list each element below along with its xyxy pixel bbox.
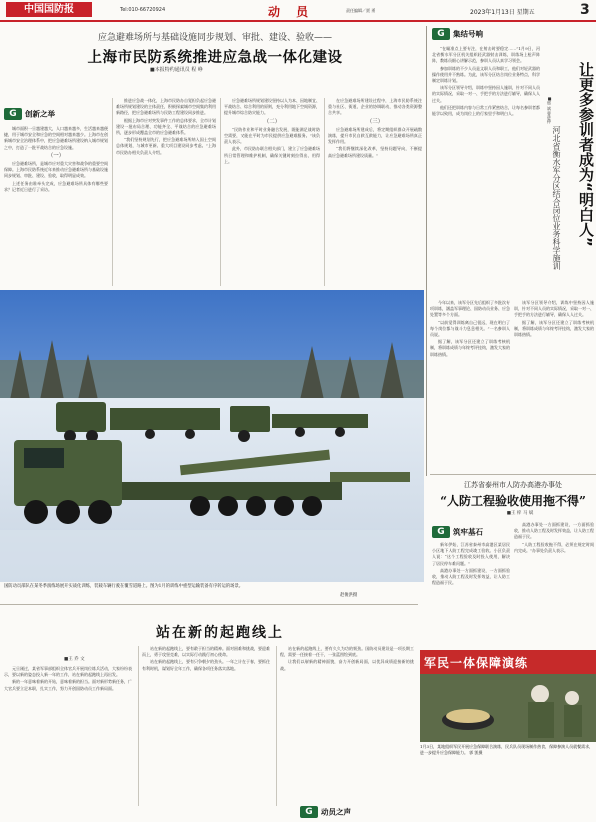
side-column-1: “在瞄准点上要专注，在射击时要稳定……”1月9日，河北省衡水军分区机关组织轻武器射击训练，训练场上枪声阵阵，教练员细心讲解示范，参训人员认真学习领会。 参加训练的不少人员是文职人员和职工，他们对轻武器的操作使用并不熟练。为此，该军分区结合岗位业务特点，科学制定训练计划。 该军分区领导介绍，训练中坚持因人施训，针对不同人员的实际情况，采取一对一、手把手的方法进行辅导，确保人人过关。 他们还把训练内容与日常工作紧密结合，让每名参训者都能学以致用，成为岗位上的行家里手和明白人。 — [432, 46, 540, 117]
lead-column-1: 城市面积一旦越建越大，人口越来越多，生活越来越便捷，用于城市安全和应急的空间相对越来越少。上海市在创新城市安全治理体系中，把应急避难场所建设纳入城市规划之中，打造了一批平战结合的应急设施。 （一） 应急避难场所，是城市应对重大灾害和战争的重要空间保障。上海市民防系统近年来推动应急避难场所与基础设施同步规划、审批、建设、验收，取得明显成效。 上述任务由谁牵头完成，应急避难场所具体有哪些要求？记者近日进行了采访。 — [4, 126, 108, 192]
small-photo — [420, 650, 596, 742]
page-number: 3 — [580, 2, 590, 18]
side-column-3: 该军分区领导介绍，训练中坚持因人施训，针对不同人员的实际情况，采取一对一、手把手的方法进行辅导，确保人人过关。 据了解，该军分区还建立了训练考核机制，将训练成绩与年终考评挂钩，激发大家的训练热情。 — [514, 300, 594, 338]
phone-number: Tel:010-66720924 — [120, 7, 166, 13]
side-kicker: 河北省衡水军分区结合岗位业务科学施训 — [552, 126, 561, 270]
side-byline: ■邢 斌 曹进仲 — [547, 96, 552, 124]
lead-column-2: 推进应急战一体化，上海市民防办自觉担负起应急避难场所规划建设的主体责任，积极探索城市空间集约利用新路径，把应急避难场所与民防工程建设同步推进。 根据上海市应对突发事件工作的总体要求，全市计划建设一批布局合理、功能齐全、平战结合的应急避难场所，逐步形成覆盖全市的应急避难体系。 “我们坚持规划先行，把应急避难场所纳入国土空间总体规划，与城市更新、重大项目建设同步考虑。”上海市民防办相关负责人介绍。 — [116, 98, 216, 155]
photo-banner-text: 军民一体保障演练 — [424, 656, 529, 670]
newspaper-logo: 中国国防报 — [6, 2, 92, 17]
side-headline: 让更多参训者成为“明白人” — [577, 62, 595, 247]
small-photo-caption: 1月3日，某地组织军民开展应急保障联合演练，民兵队员现场制作热食，保障参演人员就餐需求，进一步提升应急保障能力。 郭 凯摄 — [420, 744, 594, 755]
section-name: 动 员 — [268, 5, 315, 19]
section-number: （三） — [366, 118, 384, 125]
lead-kicker: 应急避难场所与基础设施同步规划、审批、建设、验收—— — [97, 33, 332, 43]
feature-kicker: 江苏省泰州市人防办高港办事处 — [464, 481, 562, 489]
side-tag: G 集结号响 — [432, 28, 483, 42]
lead-byline: ■本报特约通讯员 程 峥 — [150, 67, 203, 73]
feature-headline: “人防工程验收使用拖不得” — [440, 494, 586, 508]
lead-column-4: 在应急避难场所建设过程中，上海市民防系统注重与社区、街道、企业的协调联动，推动各类资源整合共享。 （三） 应急避难场所建成后，将定期组织群众开展疏散演练，提升市民自救互救能力，让应急避难场所真正发挥作用。 “我们将继续深化改革，坚持问题导向，不断提高应急避难场所建设质量。” — [328, 98, 422, 158]
feature-byline: ■王 梓 马 斌 — [506, 511, 534, 516]
bottom-column-3: 站在新的起跑线上，要有久久为功的韧劲。国防动员建设是一项长期工程，需要一任接着一任干，一张蓝图绘到底。 让我们以崭新的精神面貌，奋力开创新局面，以优异成绩迎接新的挑战。 — [280, 646, 414, 671]
bottom-byline: ■王 乔 文 — [64, 657, 85, 662]
photo-caption: 国防动员部队在某冬季演练场展开实战化训练，装载车辆行驶在覆雪道路上。图为1月的训练中重型运输装备有序转运的场景。 — [4, 584, 244, 589]
lead-column-3: 应急避难场所规划建设坚持以人为本、因地制宜、平战结合、综合利用的原则，充分利用地下空间资源，提升城市综合防灾能力。 （二） “民防作业和平时业务融合发展，既能满足战时防空需要，又能在平时为市民提供应急避难服务。”该负责人表示。 此外，市民防办联合相关部门，建立了应急避难场所日常管理和维护机制，确保关键时刻拉得出、用得上。 — [224, 98, 320, 164]
section-number: （二） — [263, 118, 281, 125]
masthead-rule — [0, 20, 596, 22]
small-photo-credit: 郭 凯摄 — [469, 749, 483, 755]
truck-convoy-illustration — [0, 290, 424, 582]
photo-credit: 赵俊洪摄 — [340, 593, 358, 598]
tag-g-icon: G — [432, 526, 450, 538]
lead-headline: 上海市民防系统推进应急战一体化建设 — [87, 50, 343, 66]
main-photo — [0, 290, 424, 582]
bottom-column-1: 元旦刚过，某省军事部组织全体官兵开展岗位练兵活动，大家纷纷表示，要以新的姿态投入新一年的工作，站在新的起跑线上再出发。 新的一年意味着新的开始，意味着新的担当。面对新形势新任务，广大官兵要立足本职，扎实工作，努力开创国防动员工作新局面。 — [4, 666, 132, 691]
feature-tag: G 筑牢基石 — [432, 526, 483, 540]
bottom-column-2: 站在新的起跑线上，要有敢于担当的精神。面对困难和挑战，要迎难而上，勇于攻坚克难，以实际行动践行初心使命。 站在新的起跑线上，要有只争朝夕的劲头。一年之计在于春，要抓住有利时机，谋划好全年工作，确保各项任务落实落地。 — [142, 646, 270, 671]
tag-g-icon: G — [4, 108, 22, 120]
feature-column-1: 新年伊始，江苏省泰州市高港区某居民小区地下人防工程完成竣工验收。小区负责人说：“这个工程验收及时投入使用，解决了居民停车难问题。” 高港办事处一方面抓建设，一方面抓验收，推动人防工程及时发挥效益，让人防工程造福于民。 — [432, 542, 510, 586]
editor-credit: 责任编辑／贾 勇 — [346, 8, 376, 13]
bottom-headline: 站在新的起跑线上 — [156, 625, 284, 641]
side-column-2: 今年以来，该军分区先后组织了多批次专项训练，涵盖军事理论、国防动员业务、应急处置等多个方面。 “以前觉得训练离自己很远，现在明白了每个岗位都与战斗力息息相关。”一名参训人员说。 据了解，该军分区还建立了训练考核机制，将训练成绩与年终考评挂钩，激发大家的训练热情。 — [430, 300, 510, 357]
issue-date: 2023年1月13日 星期五 — [470, 9, 535, 16]
bottom-tag: G 动员之声 — [300, 806, 351, 820]
tag-g-icon: G — [432, 28, 450, 40]
feature-column-2: 高港办事处一方面抓建设，一方面抓验收，推动人防工程及时发挥效益，让人防工程造福于民。 “人防工程验收拖不得，必须在规定时间内完成。”办事处负责人表示。 — [514, 522, 594, 553]
lead-tag: G 创新之举 — [4, 108, 55, 122]
section-number: （一） — [47, 152, 65, 159]
tag-g-icon: G — [300, 806, 318, 818]
